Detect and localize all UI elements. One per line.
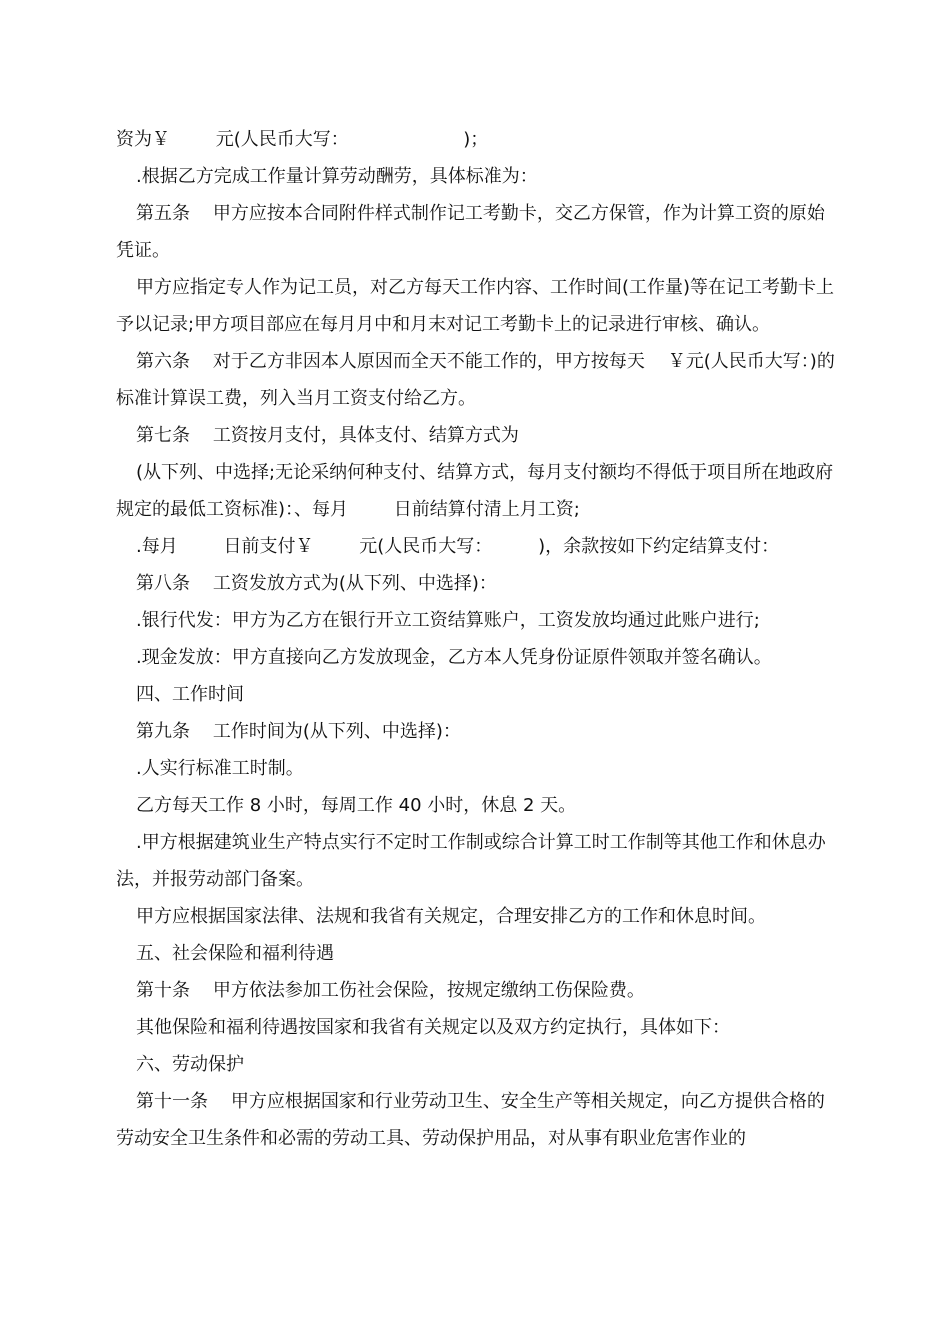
section-heading: 四、工作时间: [136, 684, 244, 705]
paragraph: .现金发放：甲方直接向乙方发放现金，乙方本人凭身份证原件领取并签名确认。: [136, 647, 772, 668]
paragraph: 第九条 工作时间为(从下列、中选择)：: [136, 721, 461, 742]
paragraph: 甲方应根据国家法律、法规和我省有关规定，合理安排乙方的工作和休息时间。: [136, 906, 766, 927]
paragraph: .人实行标准工时制。: [136, 758, 304, 779]
paragraph: .根据乙方完成工作量计算劳动酬劳，具体标准为：: [136, 166, 538, 187]
paragraph: 第六条 对于乙方非因本人原因而全天不能工作的，甲方按每天 ￥元(人民币大写：)的标准计算误工费，列入当月工资支付给乙方。: [116, 351, 835, 409]
paragraph: 第十一条 甲方应根据国家和行业劳动卫生、安全生产等相关规定，向乙方提供合格的劳动安全卫生条件和必需的劳动工具、劳动保护用品，对从事有职业危害作业的: [116, 1091, 825, 1149]
section-heading: 五、社会保险和福利待遇: [136, 943, 334, 964]
paragraph: 第十条 甲方依法参加工伤社会保险，按规定缴纳工伤保险费。: [136, 980, 645, 1001]
document-body: [116, 121, 836, 1157]
paragraph: .银行代发：甲方为乙方在银行开立工资结算账户，工资发放均通过此账户进行;: [136, 610, 760, 631]
paragraph: 其他保险和福利待遇按国家和我省有关规定以及双方约定执行，具体如下：: [136, 1017, 730, 1038]
paragraph: 第五条 甲方应按本合同附件样式制作记工考勤卡，交乙方保管，作为计算工资的原始凭证。: [116, 203, 825, 261]
section-heading: 六、劳动保护: [136, 1054, 244, 1075]
paragraph: (从下列、中选择;无论采纳何种支付、结算方式，每月支付额均不得低于项目所在地政府规定的最低工资标准)：、每月 日前结算付清上月工资;: [116, 462, 834, 520]
paragraph: .甲方根据建筑业生产特点实行不定时工作制或综合计算工时工作制等其他工作和休息办法，并报劳动部门备案。: [116, 832, 826, 890]
paragraph: 资为￥ 元(人民币大写： )；: [116, 129, 489, 150]
paragraph: 乙方每天工作 8 小时，每周工作 40 小时，休息 2 天。: [136, 795, 577, 816]
paragraph: 第八条 工资发放方式为(从下列、中选择)：: [136, 573, 497, 594]
paragraph: 甲方应指定专人作为记工员，对乙方每天工作内容、工作时间(工作量)等在记工考勤卡上予以记录;甲方项目部应在每月月中和月末对记工考勤卡上的记录进行审核、确认。: [116, 277, 835, 335]
paragraph: .每月 日前支付￥ 元(人民币大写： )，余款按如下约定结算支付：: [136, 536, 780, 557]
paragraph: 第七条 工资按月支付，具体支付、结算方式为: [136, 425, 519, 446]
